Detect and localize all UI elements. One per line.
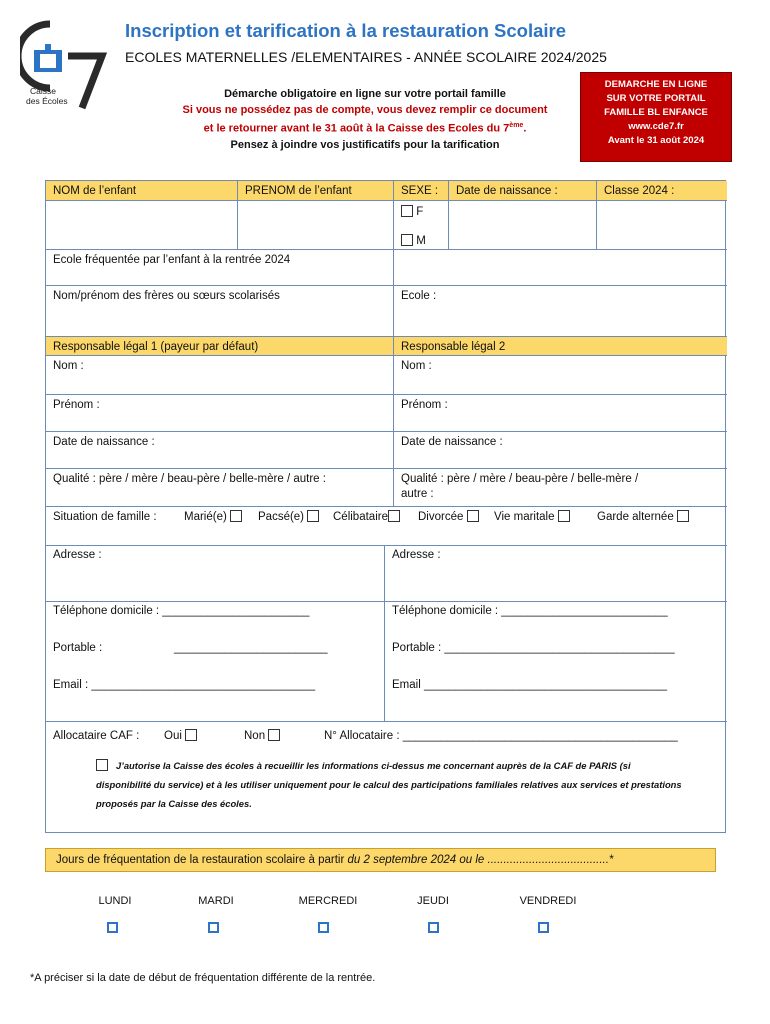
sexe-f-label: F xyxy=(416,206,424,218)
situation-divorcee xyxy=(418,510,479,525)
notice-line-3: FAMILLE BL ENFANCE xyxy=(604,107,708,118)
classe-header: Classe 2024 : xyxy=(597,181,727,201)
caf-label: Allocataire CAF : xyxy=(53,730,140,742)
sexe-f-checkbox[interactable] xyxy=(401,205,413,217)
prenom-enfant-field[interactable] xyxy=(238,201,394,250)
r1-nom-label: Nom : xyxy=(53,360,84,372)
adresse-separator xyxy=(46,601,727,602)
freres-soeurs-field[interactable] xyxy=(46,286,394,337)
naissance-header: Date de naissance : xyxy=(449,181,597,201)
r1-nom-field[interactable] xyxy=(46,356,394,395)
garde-alternee-checkbox[interactable] xyxy=(677,510,689,522)
r1-email-field[interactable]: Email : ___________________________________ xyxy=(53,679,316,691)
celibataire-label: Célibataire xyxy=(333,511,388,523)
intro-line-3-text: et le retourner avant le 31 août à la Caisse des Ecoles du 7 xyxy=(203,122,510,135)
frequentation-banner xyxy=(45,848,716,872)
pacse-checkbox[interactable] xyxy=(307,510,319,522)
divorcee-checkbox[interactable] xyxy=(467,510,479,522)
responsable-2-header: Responsable légal 2 xyxy=(394,337,727,356)
classe-field[interactable] xyxy=(597,201,727,250)
r1-portable-field[interactable]: ________________________ xyxy=(174,642,328,654)
r1-qualite-label: Qualité : père / mère / beau-père / belle-mère / autre : xyxy=(53,473,326,485)
r1-naissance-label: Date de naissance : xyxy=(53,436,155,448)
day-lundi-label: LUNDI xyxy=(98,895,132,907)
caf-non-checkbox[interactable] xyxy=(268,729,280,741)
r1-portable-label: Portable : xyxy=(53,642,103,654)
r2-email-field[interactable]: Email ______________________________________ xyxy=(392,679,667,691)
day-vendredi-label: VENDREDI xyxy=(519,895,577,907)
sexe-m-label: M xyxy=(416,235,426,247)
intro-line-3-end: . xyxy=(523,122,527,135)
notice-line-5: Avant le 31 août 2024 xyxy=(607,135,705,146)
r2-adresse-label: Adresse : xyxy=(392,549,441,561)
page-title: Inscription et tarification à la restauration Scolaire xyxy=(125,20,567,41)
caf-oui-label: Oui xyxy=(164,730,182,742)
vie-maritale-checkbox[interactable] xyxy=(558,510,570,522)
registration-form xyxy=(45,180,726,833)
logo-line-2: des Écoles xyxy=(26,96,68,106)
situation-famille-label: Situation de famille : xyxy=(53,511,157,523)
frequentation-date-field[interactable]: du 2 septembre 2024 ou le ......................................* xyxy=(347,854,614,866)
r2-nom-label: Nom : xyxy=(401,360,432,372)
pacse-label: Pacsé(e) xyxy=(258,511,305,523)
caf-oui-checkbox[interactable] xyxy=(185,729,197,741)
r1-naissance-field[interactable] xyxy=(46,432,394,469)
r2-qualite-field[interactable] xyxy=(394,469,727,507)
r2-qualite-label: Qualité : père / mère / beau-père / belle-mère / xyxy=(401,473,639,485)
contact-divider xyxy=(384,546,385,721)
intro-line-3-sup: ème xyxy=(509,122,524,129)
freres-soeurs-label: Nom/prénom des frères ou sœurs scolarisés xyxy=(53,290,280,302)
caf-consent-checkbox[interactable] xyxy=(96,759,108,771)
day-mardi-label: MARDI xyxy=(198,895,234,907)
caf-non-label: Non xyxy=(244,730,266,742)
situation-vie-maritale xyxy=(494,510,570,525)
footnote: *A préciser si la date de début de fréquentation différente de la rentrée. xyxy=(30,972,376,984)
page-subtitle: ECOLES MATERNELLES /ELEMENTAIRES - ANNÉE SCOLAIRE 2024/2025 xyxy=(125,49,607,65)
frequentation-text: Jours de fréquentation de la restauration scolaire à partir xyxy=(56,854,348,866)
responsable-1-header: Responsable légal 1 (payeur par défaut) xyxy=(46,337,394,356)
freres-ecole-field[interactable] xyxy=(394,286,727,337)
r2-portable-field[interactable]: Portable : ____________________________________ xyxy=(392,642,675,654)
contact-bottom-border xyxy=(46,721,727,722)
prenom-enfant-header: PRENOM de l’enfant xyxy=(238,181,394,201)
intro-line-2: Si vous ne possédez pas de compte, vous devez remplir ce document xyxy=(182,104,548,116)
situation-marie xyxy=(184,510,242,525)
situation-garde-alternee xyxy=(597,510,689,525)
celibataire-checkbox[interactable] xyxy=(388,510,400,522)
caf-oui xyxy=(164,729,197,744)
r1-prenom-label: Prénom : xyxy=(53,399,100,411)
day-mercredi-label: MERCREDI xyxy=(298,895,358,907)
freres-ecole-label: Ecole : xyxy=(401,290,437,302)
r2-naissance-field[interactable] xyxy=(394,432,727,469)
intro-text xyxy=(150,86,580,153)
r1-prenom-field[interactable] xyxy=(46,395,394,432)
nom-enfant-header: NOM de l’enfant xyxy=(46,181,238,201)
r1-telephone-field[interactable]: Téléphone domicile : _______________________ xyxy=(53,605,310,617)
notice-line-2: SUR VOTRE PORTAIL xyxy=(606,93,706,104)
situation-pacse xyxy=(258,510,319,525)
divorcee-label: Divorcée xyxy=(418,511,464,523)
garde-alternee-label: Garde alternée xyxy=(597,511,674,523)
marie-label: Marié(e) xyxy=(184,511,227,523)
notice-website-link[interactable]: www.cde7.fr xyxy=(628,121,684,132)
caf-consent xyxy=(96,756,686,813)
ecole-frequentee-field[interactable] xyxy=(46,250,394,286)
ecole-frequentee-value[interactable] xyxy=(394,250,727,286)
ecole-frequentee-label: Ecole fréquentée par l’enfant à la rentrée 2024 xyxy=(53,254,291,266)
logo-text xyxy=(26,86,68,106)
r2-telephone-field[interactable]: Téléphone domicile : __________________________ xyxy=(392,605,668,617)
intro-line-3 xyxy=(150,118,580,137)
r1-qualite-field[interactable] xyxy=(46,469,394,507)
mardi-checkbox[interactable] xyxy=(208,922,219,933)
situation-celibataire xyxy=(333,510,400,525)
vendredi-checkbox[interactable] xyxy=(538,922,549,933)
r2-prenom-label: Prénom : xyxy=(401,399,448,411)
jeudi-checkbox[interactable] xyxy=(428,922,439,933)
r1-adresse-label: Adresse : xyxy=(53,549,102,561)
r2-naissance-label: Date de naissance : xyxy=(401,436,503,448)
sexe-m-checkbox[interactable] xyxy=(401,234,413,246)
sexe-header: SEXE : xyxy=(394,181,449,201)
r2-qualite-autre-label: autre : xyxy=(401,488,434,500)
r2-nom-field[interactable] xyxy=(394,356,727,395)
caf-numero-field[interactable]: N° Allocataire : ___________________________________________ xyxy=(324,730,678,742)
caf-consent-text: J’autorise la Caisse des écoles à recueillir les informations ci-dessus me concernant auprès de la CAF de PARIS (si disponibilité du service) et à les utiliser uniquement pour le calcul des participations familiales relatives aux services et prestations proposés par la Caisse des écoles. xyxy=(96,760,682,809)
intro-line-1: Démarche obligatoire en ligne sur votre portail famille xyxy=(224,88,506,100)
lundi-checkbox[interactable] xyxy=(107,922,118,933)
intro-line-4: Pensez à joindre vos justificatifs pour la tarification xyxy=(230,138,500,151)
nom-enfant-field[interactable] xyxy=(46,201,238,250)
caf-non xyxy=(244,729,280,744)
naissance-field[interactable] xyxy=(449,201,597,250)
mercredi-checkbox[interactable] xyxy=(318,922,329,933)
notice-line-1: DEMARCHE EN LIGNE xyxy=(604,79,708,90)
vie-maritale-label: Vie maritale xyxy=(494,511,555,523)
sexe-field xyxy=(394,201,449,250)
logo-line-1: Caisse xyxy=(30,86,56,96)
r2-prenom-field[interactable] xyxy=(394,395,727,432)
online-notice-box xyxy=(580,72,732,162)
marie-checkbox[interactable] xyxy=(230,510,242,522)
day-jeudi-label: JEUDI xyxy=(417,895,449,907)
